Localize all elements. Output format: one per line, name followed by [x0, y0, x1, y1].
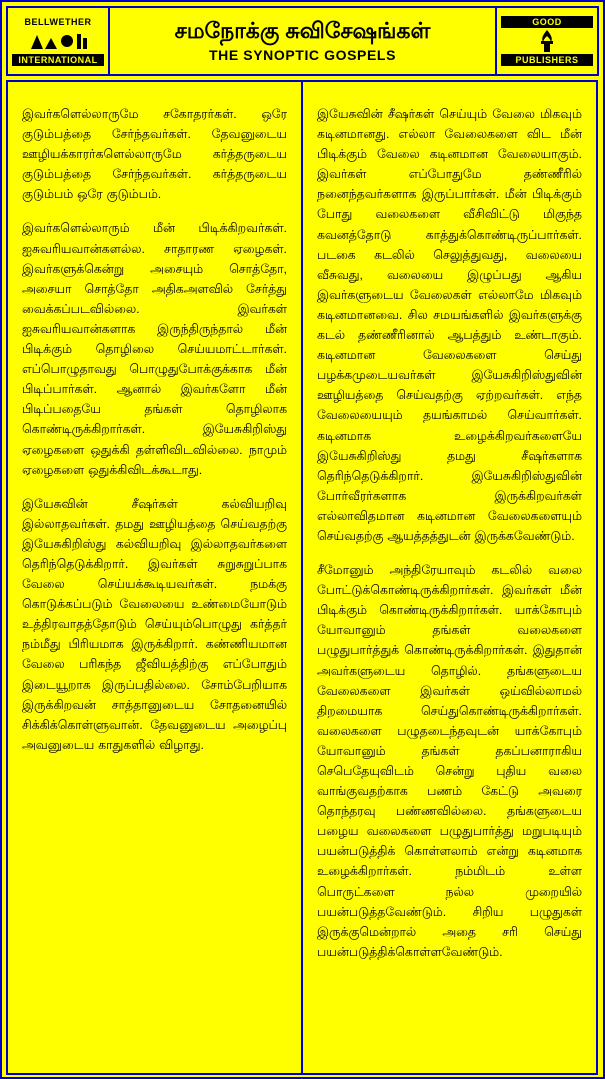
torch-icon: [497, 28, 597, 54]
gnp-logo-line3: PUBLISHERS: [501, 54, 593, 66]
bellwether-logo-top-label: BELLWETHER: [24, 17, 92, 27]
paragraph: இயேசுவின் சீஷர்கள் செய்யும் வேலை மிகவும் கடினமானது. எல்லா வேலைகளை விட மீன் பிடிக்கும் வேலை கடினமான வேலையாகும். இவர்கள் எப்போதுமே தண்ணீரில் நனைந்தவர்களாக இருப்பார்கள். மீன் பிடிக்கும் போது வலைகளை வீசிவிட்டு மிகுந்த கவனத்தோடு காத்துக்கொண்டிருப்பார்கள். படகை கடலில் செலுத்துவது, வலையை வீசுவது, வலையை இழுப்பது ஆகிய இவர்களுடைய வேலைகள் எல்லாமே மிகவும் கடினமானவை. சில சமயங்களில் இவர்களுக்கு கடல் தண்ணீரினால் ஆபத்தும் உண்டாகும். கடினமான வேலைகளை செய்து பழக்கமுடையவர்கள் இயேசுகிறிஸ்துவின் ஊழியத்தை செய்வதற்கு ஏற்றவர்கள். எந்த வேலையையும் தயங்காமல் செய்வார்கள். கடினமாக உழைக்கிறவர்களையே இயேசுகிறிஸ்து தமது சீஷர்களாக தெரிந்தெடுக்கிறார். இயேசுகிறிஸ்துவின் போர்வீரர்களாக இருக்கிறவர்கள் எல்லாவிதமான கடினமான வேலைகளையும் செய்வதற்கு ஆயத்தத்துடன் இருக்கவேண்டும்.: [317, 107, 582, 543]
paragraph: இயேசுவின் சீஷர்கள் கல்வியறிவு இல்லாதவர்கள். தமது ஊழியத்தை செய்வதற்கு இயேசுகிறிஸ்து கல்வியறிவு இல்லாதவர்களை தெரிந்தெடுக்கிறார். இவர்கள் சுறுசுறுப்பாக வேலை செய்யக்கூடியவர்கள். நமக்கு கொடுக்கப்படும் வேலையை உண்மையோடும் உத்திரவாதத்தோடும் செய்யும்பொழுது கர்த்தர் நம்மீது பிரியமாக இருக்கிறார். கண்ணியமான வேலை பரிகந்த ஜீவியத்திற்கு எப்போதும் இடையூறாக இருப்பதில்லை. சோம்பேறியாக இருக்கிறவன் சாத்தானுடைய சோதனையில் சிக்கிக்கொள்ளுவான். தேவனுடைய அழைப்பு அவனுடைய காதுகளில் விழாது.: [22, 496, 287, 752]
page-title-tamil: சமநோக்கு சுவிசேஷங்கள்: [174, 17, 431, 43]
bellwether-international-logo: [6, 6, 110, 76]
bellwether-logo-bottom-label: INTERNATIONAL: [12, 54, 104, 66]
page-header: [6, 6, 599, 76]
paragraph: சீமோனும் அந்திரேயாவும் கடலில் வலை போட்டுக்கொண்டிருக்கிறார்கள். இவர்கள் மீன் பிடிக்கும் கொண்டிருக்கிறார்கள். யாக்கோபும் யோவானும் தங்கள் வலைகளை பழுதுபார்த்துக் கொண்டிருக்கிறார்கள். இதுதான் அவர்களுடைய தொழில். தங்களுடைய வேலைகளை இவர்கள் ஒய்வில்லாமல் திறமையாக செய்துகொண்டிருக்கிறார்கள். வலைகளை பழுதடைந்தவுடன் யாக்கோபும் யோவானும் தங்கள் தகப்பனாராகிய செபெதேயுவிடம் சென்று புதிய வலை வாங்குவதற்காக பணம் கேட்டு அவரை தொந்தரவு பண்ணவில்லை. தங்களுடைய பழைய வலைகளை பழுதுபார்த்து மறுபடியும் பயன்படுத்திக் கொள்ளலாம் என்று கடினமாக உழைக்கிறார்கள். நம்மிடம் உள்ள பொருட்களை நல்ல முறையில் பயன்படுத்தவேண்டும். சிறிய பழுதுகள் இருக்குமென்றால் அதை சரி செய்து பயன்படுத்திக்கொள்ளவேண்டும்.: [317, 563, 582, 959]
good-news-publishers-logo: [495, 6, 599, 76]
page-title-english: THE SYNOPTIC GOSPELS: [208, 47, 397, 64]
right-column: [302, 80, 598, 1075]
gnp-logo-line1: GOOD: [501, 16, 593, 28]
title-block: [110, 6, 495, 76]
paragraph: இவர்களெல்லாருமே சகோதரர்கள். ஒரே குடும்பத்தை சேர்ந்தவர்கள். தேவனுடைய ஊழியக்காரர்களெல்லாருமே கர்த்தருடைய குடும்பத்தை சேர்ந்தவர்கள். கர்த்தருடைய குடும்பம் ஒரே குடும்பம்.: [22, 107, 287, 202]
page-body: [6, 80, 599, 1075]
left-column: [6, 80, 302, 1075]
bellwether-emblem-icon: [8, 28, 108, 54]
paragraph: இவர்களெல்லாரும் மீன் பிடிக்கிறவர்கள். ஐசுவரியவான்களல்ல. சாதாரண ஏழைகள். இவர்களுக்கென்று அசையும் சொத்தோ, அசையா சொத்தோ அதிகஅளவில் சேர்த்து வைக்கப்படவில்லை. இவர்கள் ஐசுவரியவான்களாக இருந்திருந்தால் மீன் பிடிக்கும் தொழிலை செய்யமாட்டார்கள். எப்பொழுதாவது பொழுதுபோக்குக்காக மீன் பிடிப்பார்கள். ஆனால் இவர்களோ மீன் பிடிப்பதையே தங்கள் தொழிலாக கொண்டிருக்கிறார்கள். இயேசுகிறிஸ்து ஏழைகளை ஒதுக்கி தள்ளிவிடவில்லை. நாமும் ஏழைகளை ஒதுக்கிவிடக்கூடாது.: [22, 221, 287, 477]
